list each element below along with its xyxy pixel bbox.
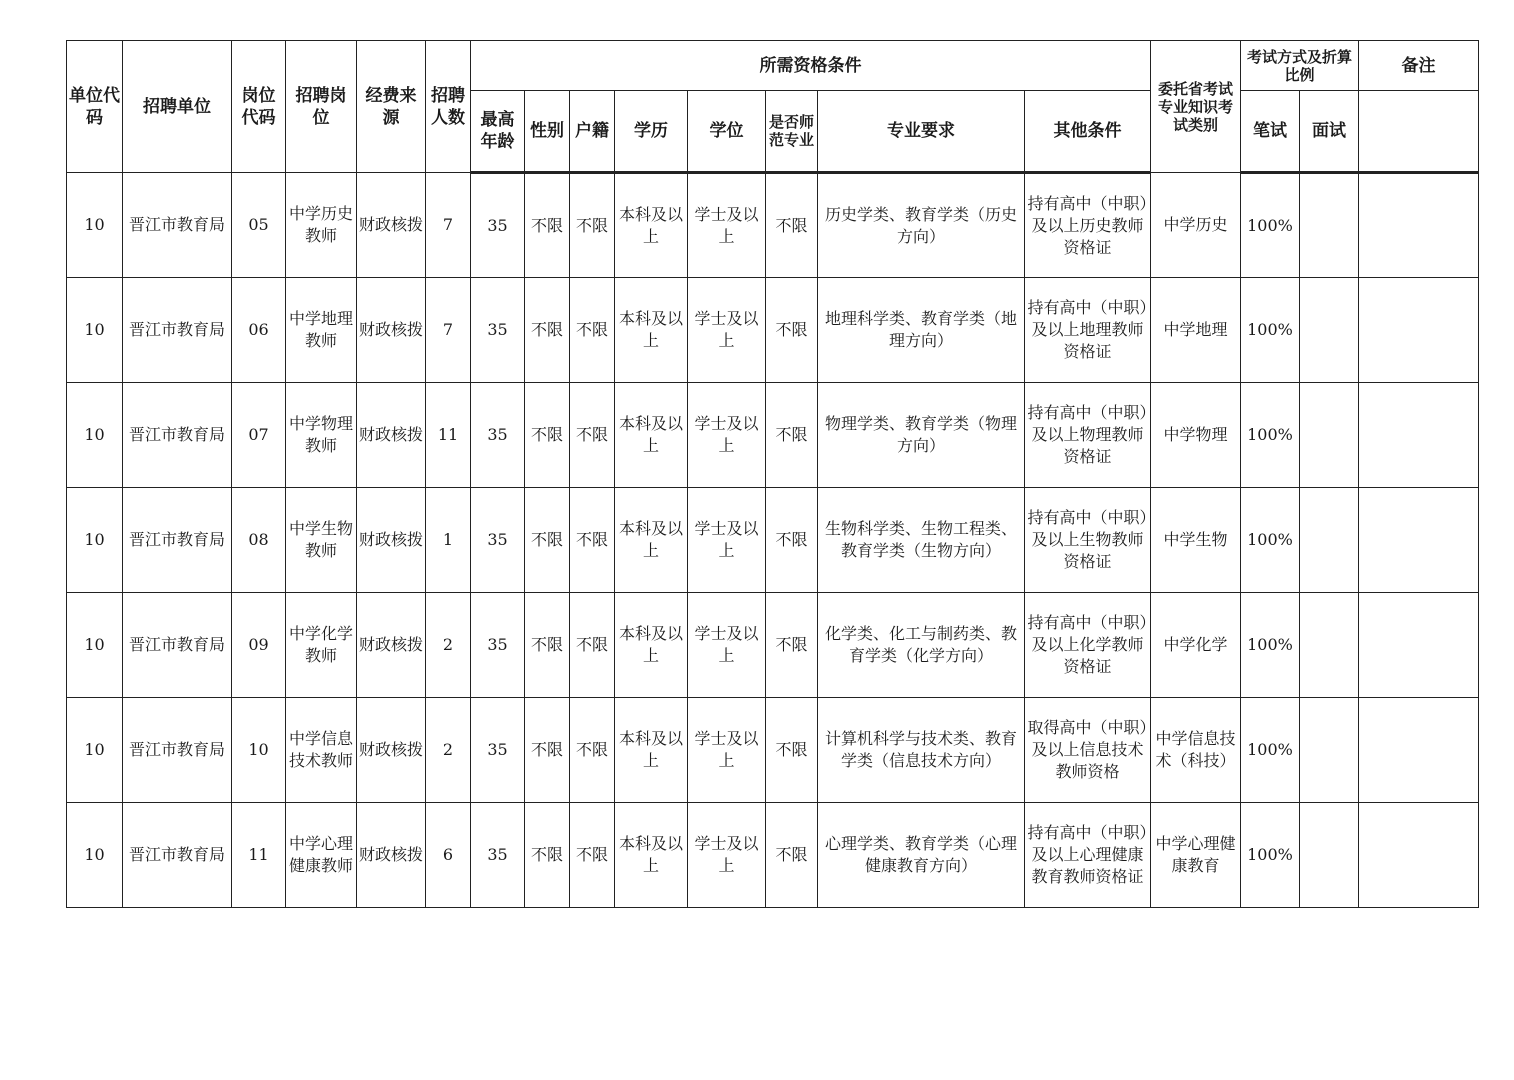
cell-remark bbox=[1359, 383, 1479, 488]
cell-max-age: 35 bbox=[471, 173, 525, 278]
header-funding: 经费来源 bbox=[357, 41, 426, 173]
cell-normal-major: 不限 bbox=[766, 488, 818, 593]
cell-written: 100% bbox=[1241, 593, 1300, 698]
cell-unit-code: 10 bbox=[67, 173, 123, 278]
cell-interview bbox=[1300, 278, 1359, 383]
cell-gender: 不限 bbox=[525, 278, 570, 383]
cell-post-code: 09 bbox=[232, 593, 286, 698]
cell-gender: 不限 bbox=[525, 698, 570, 803]
cell-hukou: 不限 bbox=[570, 383, 615, 488]
header-exam-type: 委托省考试专业知识考试类别 bbox=[1151, 41, 1241, 173]
header-other: 其他条件 bbox=[1025, 91, 1151, 173]
header-degree: 学位 bbox=[688, 91, 766, 173]
cell-education: 本科及以上 bbox=[615, 173, 688, 278]
cell-other: 持有高中（中职）及以上化学教师资格证 bbox=[1025, 593, 1151, 698]
cell-post: 中学历史教师 bbox=[286, 173, 357, 278]
header-count: 招聘人数 bbox=[426, 41, 471, 173]
cell-count: 2 bbox=[426, 593, 471, 698]
cell-remark bbox=[1359, 278, 1479, 383]
cell-gender: 不限 bbox=[525, 173, 570, 278]
cell-unit: 晋江市教育局 bbox=[123, 488, 232, 593]
cell-normal-major: 不限 bbox=[766, 173, 818, 278]
recruitment-table bbox=[66, 40, 1479, 908]
cell-max-age: 35 bbox=[471, 488, 525, 593]
cell-count: 6 bbox=[426, 803, 471, 908]
cell-post-code: 06 bbox=[232, 278, 286, 383]
cell-written: 100% bbox=[1241, 173, 1300, 278]
header-gender: 性别 bbox=[525, 91, 570, 173]
header-written: 笔试 bbox=[1241, 91, 1300, 173]
cell-interview bbox=[1300, 803, 1359, 908]
table-row bbox=[67, 488, 1479, 593]
cell-degree: 学士及以上 bbox=[688, 593, 766, 698]
cell-degree: 学士及以上 bbox=[688, 173, 766, 278]
cell-max-age: 35 bbox=[471, 698, 525, 803]
header-unit-code: 单位代码 bbox=[67, 41, 123, 173]
cell-remark bbox=[1359, 593, 1479, 698]
cell-unit-code: 10 bbox=[67, 488, 123, 593]
cell-interview bbox=[1300, 488, 1359, 593]
cell-written: 100% bbox=[1241, 488, 1300, 593]
cell-gender: 不限 bbox=[525, 383, 570, 488]
cell-exam-type: 中学心理健康教育 bbox=[1151, 803, 1241, 908]
cell-interview bbox=[1300, 383, 1359, 488]
cell-interview bbox=[1300, 698, 1359, 803]
header-unit: 招聘单位 bbox=[123, 41, 232, 173]
cell-degree: 学士及以上 bbox=[688, 488, 766, 593]
cell-max-age: 35 bbox=[471, 383, 525, 488]
cell-education: 本科及以上 bbox=[615, 278, 688, 383]
cell-degree: 学士及以上 bbox=[688, 278, 766, 383]
cell-major: 化学类、化工与制药类、教育学类（化学方向） bbox=[818, 593, 1025, 698]
cell-normal-major: 不限 bbox=[766, 803, 818, 908]
cell-remark bbox=[1359, 803, 1479, 908]
table-row bbox=[67, 173, 1479, 278]
header-normal-major: 是否师范专业 bbox=[766, 91, 818, 173]
cell-max-age: 35 bbox=[471, 803, 525, 908]
header-max-age: 最高年龄 bbox=[471, 91, 525, 173]
cell-normal-major: 不限 bbox=[766, 593, 818, 698]
cell-remark bbox=[1359, 173, 1479, 278]
cell-post: 中学地理教师 bbox=[286, 278, 357, 383]
cell-major: 物理学类、教育学类（物理方向） bbox=[818, 383, 1025, 488]
cell-unit-code: 10 bbox=[67, 698, 123, 803]
cell-education: 本科及以上 bbox=[615, 803, 688, 908]
cell-gender: 不限 bbox=[525, 488, 570, 593]
cell-count: 1 bbox=[426, 488, 471, 593]
cell-interview bbox=[1300, 173, 1359, 278]
cell-count: 2 bbox=[426, 698, 471, 803]
cell-other: 持有高中（中职）及以上心理健康教育教师资格证 bbox=[1025, 803, 1151, 908]
cell-unit-code: 10 bbox=[67, 383, 123, 488]
cell-education: 本科及以上 bbox=[615, 593, 688, 698]
cell-max-age: 35 bbox=[471, 593, 525, 698]
cell-count: 11 bbox=[426, 383, 471, 488]
cell-hukou: 不限 bbox=[570, 488, 615, 593]
table-row bbox=[67, 593, 1479, 698]
cell-major: 生物科学类、生物工程类、教育学类（生物方向） bbox=[818, 488, 1025, 593]
cell-unit: 晋江市教育局 bbox=[123, 383, 232, 488]
cell-gender: 不限 bbox=[525, 593, 570, 698]
cell-interview bbox=[1300, 593, 1359, 698]
cell-degree: 学士及以上 bbox=[688, 803, 766, 908]
cell-unit-code: 10 bbox=[67, 803, 123, 908]
cell-funding: 财政核拨 bbox=[357, 173, 426, 278]
cell-post: 中学化学教师 bbox=[286, 593, 357, 698]
cell-hukou: 不限 bbox=[570, 173, 615, 278]
header-education: 学历 bbox=[615, 91, 688, 173]
table-row bbox=[67, 278, 1479, 383]
cell-major: 心理学类、教育学类（心理健康教育方向） bbox=[818, 803, 1025, 908]
header-remark: 备注 bbox=[1359, 41, 1479, 91]
cell-normal-major: 不限 bbox=[766, 278, 818, 383]
header-exam-mode: 考试方式及折算比例 bbox=[1241, 41, 1359, 91]
cell-written: 100% bbox=[1241, 803, 1300, 908]
header-interview: 面试 bbox=[1300, 91, 1359, 173]
cell-remark bbox=[1359, 488, 1479, 593]
cell-funding: 财政核拨 bbox=[357, 803, 426, 908]
cell-degree: 学士及以上 bbox=[688, 698, 766, 803]
cell-funding: 财政核拨 bbox=[357, 488, 426, 593]
cell-unit: 晋江市教育局 bbox=[123, 803, 232, 908]
cell-post: 中学生物教师 bbox=[286, 488, 357, 593]
cell-written: 100% bbox=[1241, 698, 1300, 803]
cell-written: 100% bbox=[1241, 278, 1300, 383]
cell-post-code: 11 bbox=[232, 803, 286, 908]
cell-hukou: 不限 bbox=[570, 803, 615, 908]
cell-normal-major: 不限 bbox=[766, 698, 818, 803]
cell-written: 100% bbox=[1241, 383, 1300, 488]
cell-education: 本科及以上 bbox=[615, 698, 688, 803]
cell-exam-type: 中学地理 bbox=[1151, 278, 1241, 383]
cell-post: 中学物理教师 bbox=[286, 383, 357, 488]
cell-unit-code: 10 bbox=[67, 278, 123, 383]
header-major: 专业要求 bbox=[818, 91, 1025, 173]
cell-other: 持有高中（中职）及以上历史教师资格证 bbox=[1025, 173, 1151, 278]
cell-hukou: 不限 bbox=[570, 278, 615, 383]
cell-unit-code: 10 bbox=[67, 593, 123, 698]
cell-unit: 晋江市教育局 bbox=[123, 698, 232, 803]
cell-post: 中学心理健康教师 bbox=[286, 803, 357, 908]
cell-other: 持有高中（中职）及以上生物教师资格证 bbox=[1025, 488, 1151, 593]
cell-hukou: 不限 bbox=[570, 698, 615, 803]
cell-post-code: 07 bbox=[232, 383, 286, 488]
header-qualifications: 所需资格条件 bbox=[471, 41, 1151, 91]
cell-exam-type: 中学生物 bbox=[1151, 488, 1241, 593]
cell-count: 7 bbox=[426, 173, 471, 278]
cell-max-age: 35 bbox=[471, 278, 525, 383]
table-row bbox=[67, 698, 1479, 803]
cell-other: 持有高中（中职）及以上物理教师资格证 bbox=[1025, 383, 1151, 488]
cell-major: 计算机科学与技术类、教育学类（信息技术方向） bbox=[818, 698, 1025, 803]
cell-exam-type: 中学物理 bbox=[1151, 383, 1241, 488]
cell-exam-type: 中学化学 bbox=[1151, 593, 1241, 698]
cell-other: 取得高中（中职）及以上信息技术教师资格 bbox=[1025, 698, 1151, 803]
cell-education: 本科及以上 bbox=[615, 488, 688, 593]
cell-degree: 学士及以上 bbox=[688, 383, 766, 488]
cell-exam-type: 中学信息技术（科技） bbox=[1151, 698, 1241, 803]
cell-exam-type: 中学历史 bbox=[1151, 173, 1241, 278]
cell-post-code: 05 bbox=[232, 173, 286, 278]
cell-funding: 财政核拨 bbox=[357, 593, 426, 698]
cell-hukou: 不限 bbox=[570, 593, 615, 698]
cell-funding: 财政核拨 bbox=[357, 383, 426, 488]
cell-post: 中学信息技术教师 bbox=[286, 698, 357, 803]
cell-education: 本科及以上 bbox=[615, 383, 688, 488]
cell-major: 历史学类、教育学类（历史方向） bbox=[818, 173, 1025, 278]
cell-funding: 财政核拨 bbox=[357, 278, 426, 383]
table-row bbox=[67, 383, 1479, 488]
header-post-code: 岗位代码 bbox=[232, 41, 286, 173]
header-remark-blank bbox=[1359, 91, 1479, 173]
cell-other: 持有高中（中职）及以上地理教师资格证 bbox=[1025, 278, 1151, 383]
cell-normal-major: 不限 bbox=[766, 383, 818, 488]
cell-major: 地理科学类、教育学类（地理方向） bbox=[818, 278, 1025, 383]
header-hukou: 户籍 bbox=[570, 91, 615, 173]
cell-unit: 晋江市教育局 bbox=[123, 278, 232, 383]
cell-post-code: 10 bbox=[232, 698, 286, 803]
cell-funding: 财政核拨 bbox=[357, 698, 426, 803]
table-row bbox=[67, 803, 1479, 908]
cell-gender: 不限 bbox=[525, 803, 570, 908]
cell-post-code: 08 bbox=[232, 488, 286, 593]
cell-remark bbox=[1359, 698, 1479, 803]
cell-count: 7 bbox=[426, 278, 471, 383]
cell-unit: 晋江市教育局 bbox=[123, 593, 232, 698]
cell-unit: 晋江市教育局 bbox=[123, 173, 232, 278]
header-post: 招聘岗位 bbox=[286, 41, 357, 173]
